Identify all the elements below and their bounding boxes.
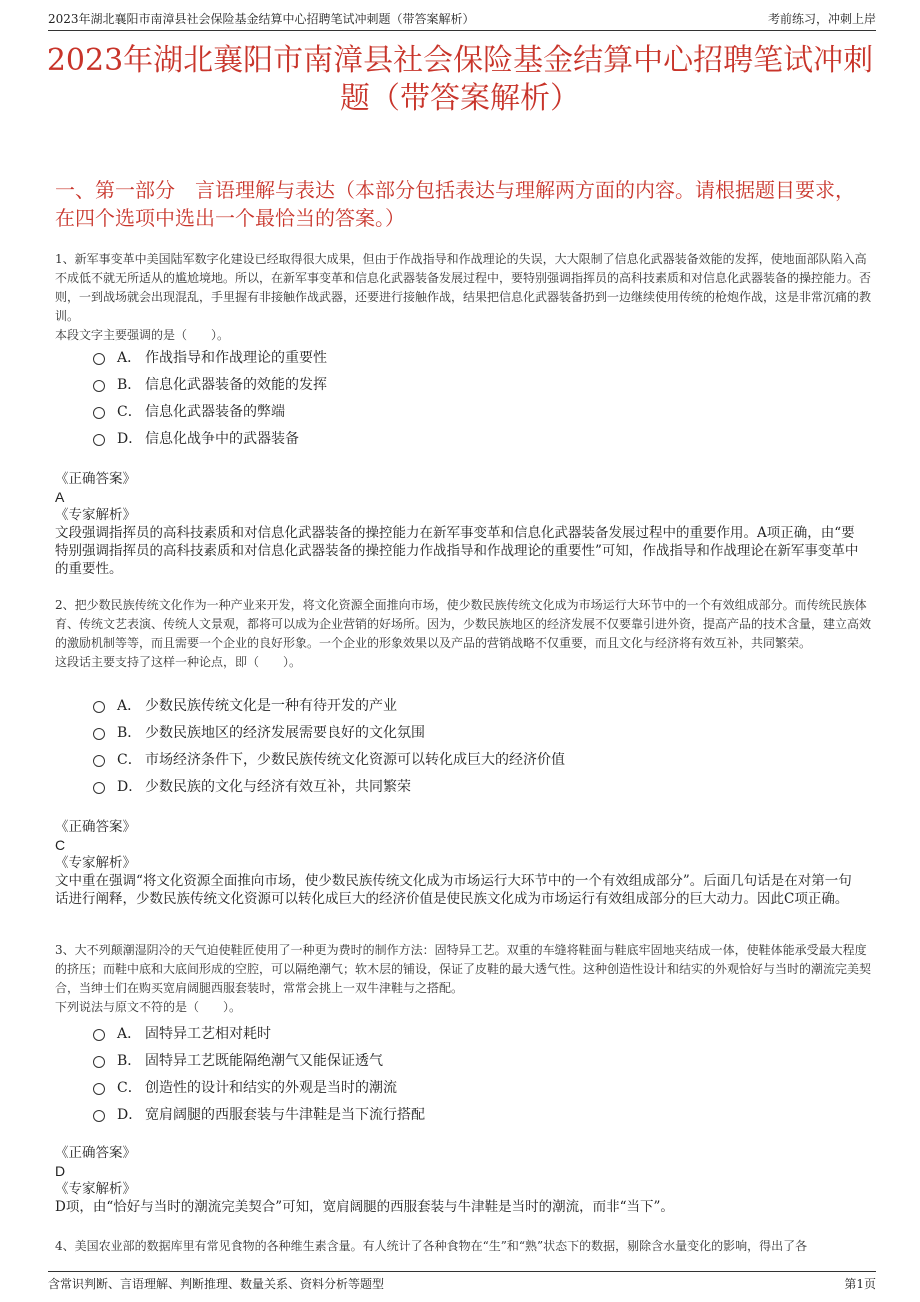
answer-label: 《正确答案》 [55,819,136,835]
option-d[interactable]: D． 信息化战争中的武器装备 [93,424,853,451]
question-stem: 2、把少数民族传统文化作为一种产业来开发，将文化资源全面推向市场，使少数民族传统文化成为市场运行大环节中的一个有效组成部分。而传统民族体育、传统文艺表演、传统人文景观，都将可以成为企业营销的好场所。因为，少数民族地区的经济发展不仅要靠引进外资，提高产品的技术含量，建立高效的激励机制等等，而且需要一个企业的良好形象。一个企业的形象效果以及产品的营销战略不仅重要，而且文化与经济将有效互补，共同繁荣。 [55,598,872,650]
option-a[interactable]: A． 作战指导和作战理论的重要性 [93,343,853,370]
answer-label: 《正确答案》 [55,471,136,487]
option-c[interactable]: C． 创造性的设计和结实的外观是当时的潮流 [93,1073,853,1100]
radio-icon[interactable] [93,1083,105,1095]
radio-icon[interactable] [93,701,105,713]
radio-icon[interactable] [93,728,105,740]
question-3-answer [55,1144,865,1216]
answer-value: D [55,1163,66,1179]
question-1-answer [55,470,865,578]
option-c[interactable]: C． 市场经济条件下，少数民族传统文化资源可以转化成巨大的经济价值 [93,745,853,772]
question-prompt: 本段文字主要强调的是（ ）。 [55,328,230,342]
option-a[interactable]: A． 固特异工艺相对耗时 [93,1019,853,1046]
option-b[interactable]: B． 信息化武器装备的效能的发挥 [93,370,853,397]
page-header [48,10,876,31]
question-2 [55,596,875,672]
radio-icon[interactable] [93,1029,105,1041]
question-4 [55,1237,875,1257]
page-number: 第1页 [844,1277,876,1291]
analysis-label: 《专家解析》 [55,1181,136,1197]
radio-icon[interactable] [93,380,105,392]
header-slogan: 考前练习，冲刺上岸 [767,12,876,26]
radio-icon[interactable] [93,1110,105,1122]
option-b[interactable]: B． 少数民族地区的经济发展需要良好的文化氛围 [93,718,853,745]
question-1-options [93,343,853,451]
analysis-text: D项，由“恰好与当时的潮流完美契合”可知，宽肩阔腿的西服套装与牛津鞋是当时的潮流，而非“当下”。 [55,1199,674,1215]
option-d[interactable]: D． 少数民族的文化与经济有效互补，共同繁荣 [93,772,853,799]
analysis-label: 《专家解析》 [55,855,136,871]
question-prompt: 下列说法与原文不符的是（ ）。 [55,1000,242,1014]
analysis-text: 文中重在强调“将文化资源全面推向市场，使少数民族传统文化成为市场运行大环节中的一个有效组成部分”。后面几句话是在对第一句话进行阐释，少数民族传统文化资源可以转化成巨大的经济价值是使民族文化成为市场运行有效组成部分的巨大动力。因此C项正确。 [55,873,852,907]
answer-value: A [55,489,65,505]
section-heading: 一、第一部分 言语理解与表达（本部分包括表达与理解两方面的内容。请根据题目要求，在四个选项中选出一个最恰当的答案。） [55,178,855,230]
question-3 [55,941,875,1017]
question-3-options [93,1019,853,1127]
question-stem: 4、美国农业部的数据库里有常见食物的各种维生素含量。有人统计了各种食物在“生”和“熟”状态下的数据，剔除含水量变化的影响，得出了各 [55,1239,808,1253]
radio-icon[interactable] [93,1056,105,1068]
question-2-options [93,691,853,799]
radio-icon[interactable] [93,407,105,419]
answer-value: C [55,837,66,853]
question-2-answer [55,818,865,908]
question-stem: 1、新军事变革中美国陆军数字化建设已经取得很大成果，但由于作战指导和作战理论的失误，大大限制了信息化武器装备效能的发挥，使地面部队陷入高不成低不就无所适从的尴尬境地。所以，在新军事变革和信息化武器装备发展过程中，要特别强调指挥员的高科技素质和对信息化武器装备的操控能力。否则，一到战场就会出现混乱，手里握有非接触作战武器，还要进行接触作战，结果把信息化武器装备扔到一边继续使用传统的枪炮作战，这是非常沉痛的教训。 [55,252,872,323]
option-b[interactable]: B． 固特异工艺既能隔绝潮气又能保证透气 [93,1046,853,1073]
header-document-title: 2023年湖北襄阳市南漳县社会保险基金结算中心招聘笔试冲刺题（带答案解析） [48,12,475,26]
radio-icon[interactable] [93,434,105,446]
radio-icon[interactable] [93,755,105,767]
question-prompt: 这段话主要支持了这样一种论点，即（ ）。 [55,655,302,669]
question-1 [55,250,875,345]
option-a[interactable]: A． 少数民族传统文化是一种有待开发的产业 [93,691,853,718]
radio-icon[interactable] [93,782,105,794]
analysis-text: 文段强调指挥员的高科技素质和对信息化武器装备的操控能力在新军事变革和信息化武器装备发展过程中的重要作用。A项正确，由“要特别强调指挥员的高科技素质和对信息化武器装备的操控能力作战指导和作战理论的重要性”可知，作战指导和作战理论在新军事变革中的重要性。 [55,525,859,577]
radio-icon[interactable] [93,353,105,365]
option-c[interactable]: C． 信息化武器装备的弊端 [93,397,853,424]
analysis-label: 《专家解析》 [55,507,136,523]
question-stem: 3、大不列颠潮湿阴冷的天气迫使鞋匠使用了一种更为费时的制作方法：固特异工艺。双重的车缝将鞋面与鞋底牢固地夹结成一体，使鞋体能承受最大程度的挤压；而鞋中底和大底间形成的空腔，可以隔绝潮气；软木层的铺设，保证了皮鞋的最大透气性。这种创造性设计和结实的外观恰好与当时的潮流完美契合，当绅士们在购买宽肩阔腿西服套装时，常常会挑上一双牛津鞋与之搭配。 [55,943,872,995]
answer-label: 《正确答案》 [55,1145,136,1161]
footer-question-types: 含常识判断、言语理解、判断推理、数量关系、资料分析等题型 [48,1277,385,1291]
page-title: 2023年湖北襄阳市南漳县社会保险基金结算中心招聘笔试冲刺题（带答案解析） [46,43,874,116]
option-d[interactable]: D． 宽肩阔腿的西服套装与牛津鞋是当下流行搭配 [93,1100,853,1127]
page-footer [48,1271,876,1292]
